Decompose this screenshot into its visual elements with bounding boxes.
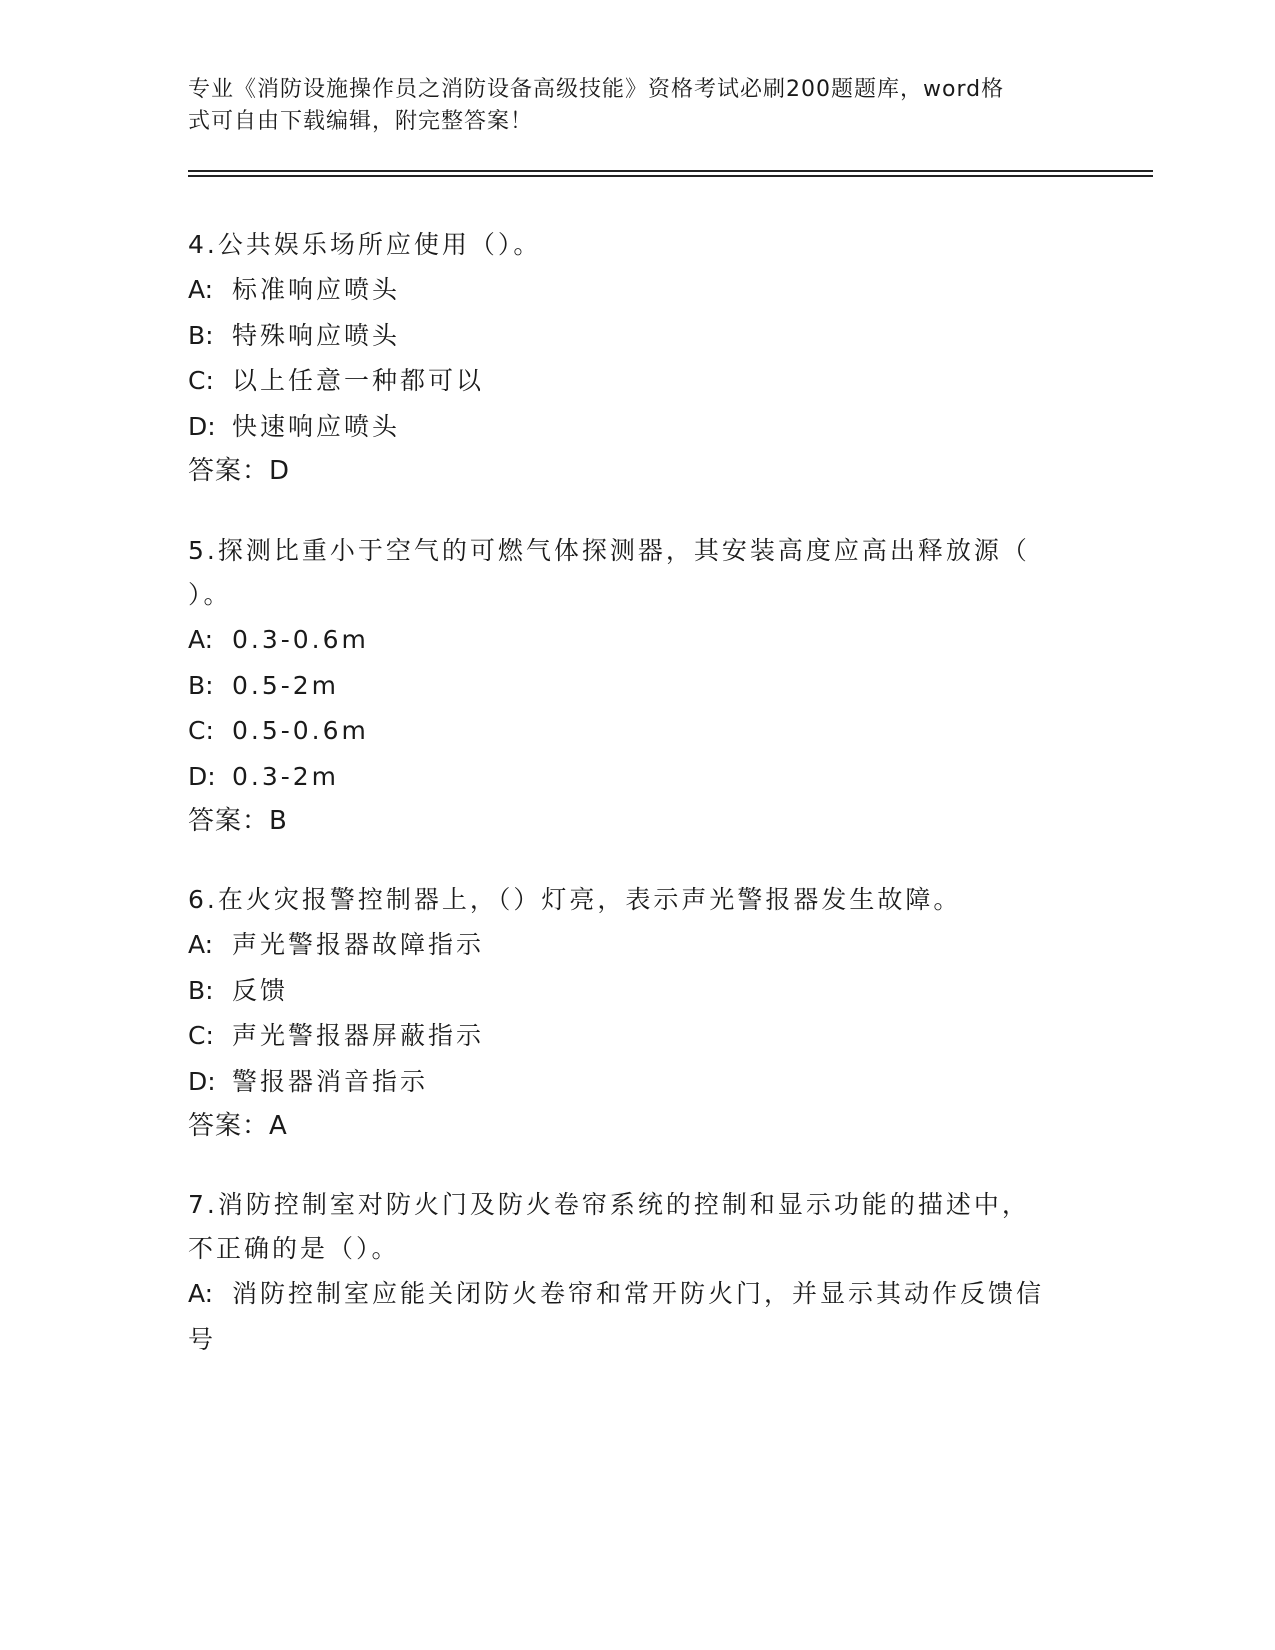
header-line-1: 专业《消防设施操作员之消防设备高级技能》资格考试必刷200题题库，word格 <box>188 77 1005 102</box>
option-a: A: 标准响应喷头 <box>188 275 401 304</box>
question-4 <box>188 223 1088 493</box>
option-a: A: 声光警报器故障指示 <box>188 930 485 959</box>
option-d: D: 快速响应喷头 <box>188 411 401 441</box>
header-line-2: 式可自由下载编辑，附完整答案！ <box>188 109 534 134</box>
option-d: D: 0.3-2m <box>188 761 340 791</box>
header-divider-bottom <box>188 175 1153 177</box>
question-stem: 5.探测比重小于空气的可燃气体探测器，其安装高度应高出释放源（ <box>188 536 1030 565</box>
answer: 答案：D <box>188 456 291 486</box>
answer: 答案：A <box>188 1111 288 1141</box>
option-d: D: 警报器消音指示 <box>188 1066 429 1096</box>
option-b: B: 反馈 <box>188 975 289 1005</box>
question-5 <box>188 529 1088 843</box>
option-a-continued: 号 <box>188 1324 217 1354</box>
option-c: C: 0.5-0.6m <box>188 716 369 745</box>
document-header <box>188 74 1088 138</box>
question-stem-continued: ）。 <box>188 580 232 609</box>
option-b: B: 特殊响应喷头 <box>188 320 401 350</box>
question-stem: 6.在火灾报警控制器上，（）灯亮，表示声光警报器发生故障。 <box>188 885 962 914</box>
option-b: B: 0.5-2m <box>188 670 340 700</box>
option-c: C: 声光警报器屏蔽指示 <box>188 1021 485 1050</box>
question-stem-continued: 不正确的是（）。 <box>188 1234 400 1263</box>
option-c: C: 以上任意一种都可以 <box>188 366 485 395</box>
question-6 <box>188 878 1088 1148</box>
header-divider-top <box>188 170 1153 172</box>
question-7 <box>188 1183 1088 1362</box>
question-stem: 4.公共娱乐场所应使用（）。 <box>188 230 542 259</box>
option-a: A: 0.3-0.6m <box>188 625 369 654</box>
answer: 答案：B <box>188 806 288 836</box>
option-a: A: 消防控制室应能关闭防火卷帘和常开防火门，并显示其动作反馈信 <box>188 1279 1045 1308</box>
question-stem: 7.消防控制室对防火门及防火卷帘系统的控制和显示功能的描述中， <box>188 1190 1030 1219</box>
